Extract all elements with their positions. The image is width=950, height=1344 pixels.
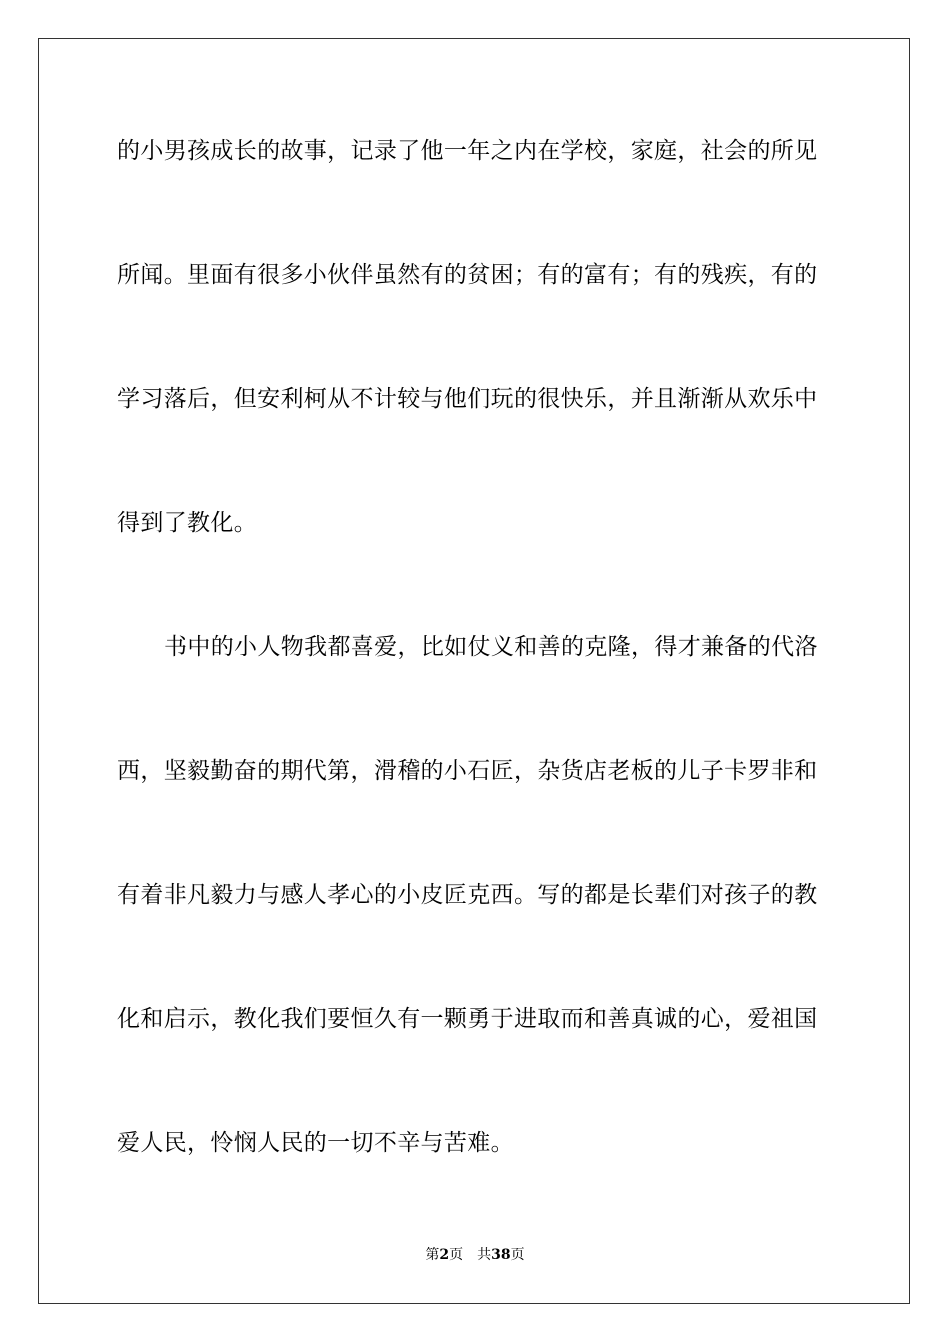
text-line-3: 学习落后，但安利柯从不计较与他们玩的很快乐，并且渐渐从欢乐中 xyxy=(117,386,818,412)
total-prefix: 共 xyxy=(477,1247,492,1263)
page-suffix: 页 xyxy=(449,1247,464,1263)
text-line-7: 有着非凡毅力与感人孝心的小皮匠克西。写的都是长辈们对孩子的教 xyxy=(117,882,818,908)
page-border xyxy=(38,38,910,1304)
text-line-6: 西，坚毅勤奋的期代第，滑稽的小石匠，杂货店老板的儿子卡罗非和 xyxy=(117,758,818,784)
text-line-5: 书中的小人物我都喜爱，比如仗义和善的克隆，得才兼备的代洛 xyxy=(164,634,818,660)
page-prefix: 第 xyxy=(425,1247,440,1263)
page-footer xyxy=(0,1246,950,1264)
text-line-8: 化和启示，教化我们要恒久有一颗勇于进取而和善真诚的心，爱祖国 xyxy=(117,1006,818,1032)
page-current: 2 xyxy=(439,1247,450,1263)
text-line-1: 的小男孩成长的故事，记录了他一年之内在学校，家庭，社会的所见 xyxy=(117,138,818,164)
text-line-2: 所闻。里面有很多小伙伴虽然有的贫困；有的富有；有的残疾，有的 xyxy=(117,262,818,288)
page-total: 38 xyxy=(491,1247,511,1263)
text-line-9: 爱人民，怜悯人民的一切不辛与苦难。 xyxy=(117,1130,514,1156)
text-line-4: 得到了教化。 xyxy=(117,510,258,536)
total-suffix: 页 xyxy=(510,1247,525,1263)
